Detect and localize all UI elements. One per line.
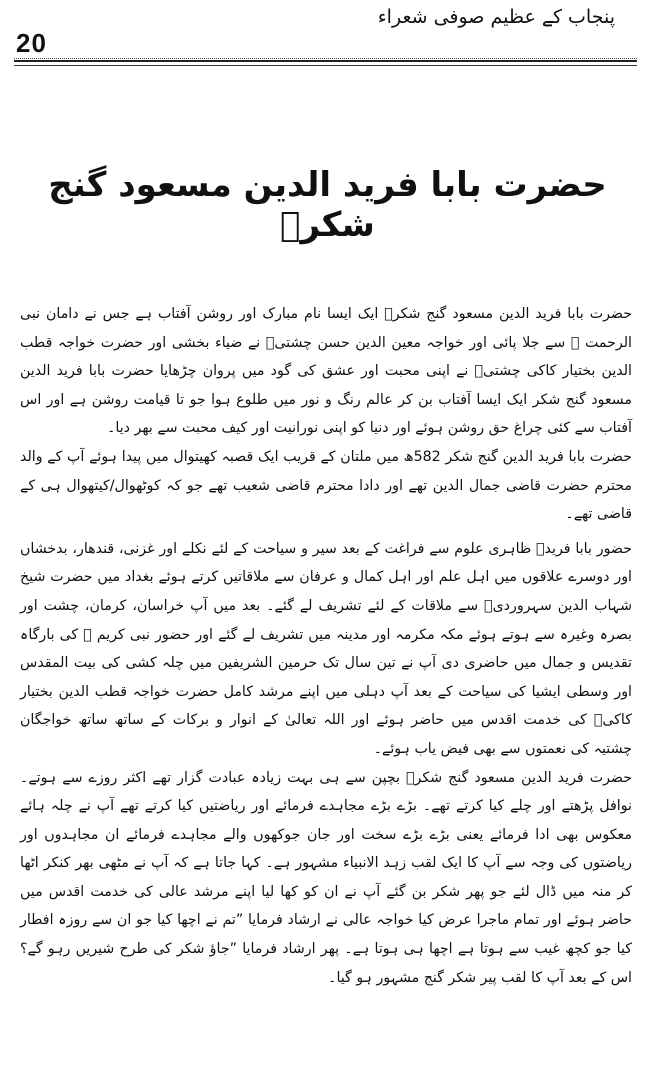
paragraph: حضور بابا فریدؒ ظاہری علوم سے فراغت کے بعد سیر و سیاحت کے لئے نکلے اور غزنی، قندھار، بدخشاں اور دوسرے علاقوں میں اہل علم اور اہل کمال و عرفان سے ملاقاتیں کرتے ہوئے بغداد میں حضرت شیخ شہاب الدین سہروردیؒ سے ملاقات کے لئے تشریف لے گئے۔ بعد میں آپ خراسان، کرمان، چشت اور بصرہ وغیرہ سے ہوتے ہوئے مکہ مکرمہ اور مدینہ میں تشریف لے گئے اور حضور نبی کریم ﷺ کی بارگاہ تقدیس و جمال میں حاضری دی آپ نے تین سال تک حرمین الشریفین میں چلہ کشی کی بیت المقدس اور وسطی ایشیا کی سیاحت کے بعد آپ دہلی میں اپنے مرشد کامل حضرت خواجہ قطب الدین بختیار کاکیؒ کی خدمت اقدس میں حاضر ہوئے اور اللہ تعالیٰ کے انوار و برکات کے ساتھ ساتھ خواجگان چشتیہ کی نعمتوں سے بھی فیض یاب ہوئے۔ <box>20 540 632 757</box>
paragraph: حضرت فرید الدین مسعود گنج شکرؒ بچپن سے ہی بہت زیادہ عبادت گزار تھے اکثر روزے سے ہوتے۔ نوافل پڑھتے اور چلے کیا کرتے تھے۔ بڑے بڑے مجاہدے فرمائے اور ریاضتیں کیا کرتے تھے آپ نے چلہ ہائے معکوس بھی ادا فرمائے یعنی بڑے بڑے سخت اور جان جوکھوں والے مجاہدے فرمائے ان مجاہدوں اور ریاضتوں کی وجہ سے آپ کا ایک لقب زہد الانبیاء مشہور ہے۔ کہا جاتا ہے کہ آپ نے مٹھی بھر کنکر اٹھا کر منہ میں ڈال لئے جو پھر شکر بن گئے آپ نے ان کو کھا لیا اپنے مرشد عالی کی خدمت اقدس میں حاضر ہوئے اور تمام ماجرا عرض کیا خواجہ عالی نے ارشاد فرمایا ”تم نے اچھا کیا جو ان سے روزہ افطار کیا جو کچھ غیب سے ہوتا ہے اچھا ہی ہوتا ہے۔ پھر ارشاد فرمایا ”جاؤ شکر کی طرح شیریں رہو گے؟ اس کے بعد آپ کا لقب پیر شکر گنج مشہور ہو گیا۔ <box>20 769 632 986</box>
header-rule-thin <box>14 65 637 66</box>
chapter-title: حضرت بابا فرید الدین مسعود گنج شکرؒ <box>48 165 607 245</box>
body-text <box>20 300 632 992</box>
paragraph: حضرت بابا فرید الدین مسعود گنج شکرؒ ایک ایسا نام مبارک اور روشن آفتاب ہے جس نے دامان نبی الرحمت ﷺ سے جلا پائی اور خواجہ معین الدین حسن چشتیؒ نے ضیاء بخشی اور حضرت خواجہ قطب الدین بختیار کاکی چشتیؒ نے اپنی محبت اور عشق کی گود میں پروان چڑھایا حضرت بابا فرید الدین مسعود گنج شکر ایک ایسا آفتاب بن کر عالم رنگ و نور میں طلوع ہوا جو تا قیامت روشن ہے اور اس آفتاب سے کئی چراغ حق روشن ہوئے اور دنیا کو اپنی نورانیت اور کیف محبت سے بھر دیا۔ <box>20 306 632 437</box>
header-rule <box>14 60 637 62</box>
header-dotted-rule <box>14 58 637 59</box>
running-title: پنجاب کے عظیم صوفی شعراء <box>377 6 615 28</box>
paragraph: حضرت بابا فرید الدین گنج شکر 582ھ میں ملتان کے قریب ایک قصبہ کھیتوال میں پیدا ہوئے آپ کے والد محترم حضرت قاضی جمال الدین تھے اور دادا محترم قاضی شعیب تھے جو کہ کوٹھوال/کیتھوال ہی کے قاضی تھے۔ <box>20 448 632 523</box>
page-number: 20 <box>16 28 47 58</box>
